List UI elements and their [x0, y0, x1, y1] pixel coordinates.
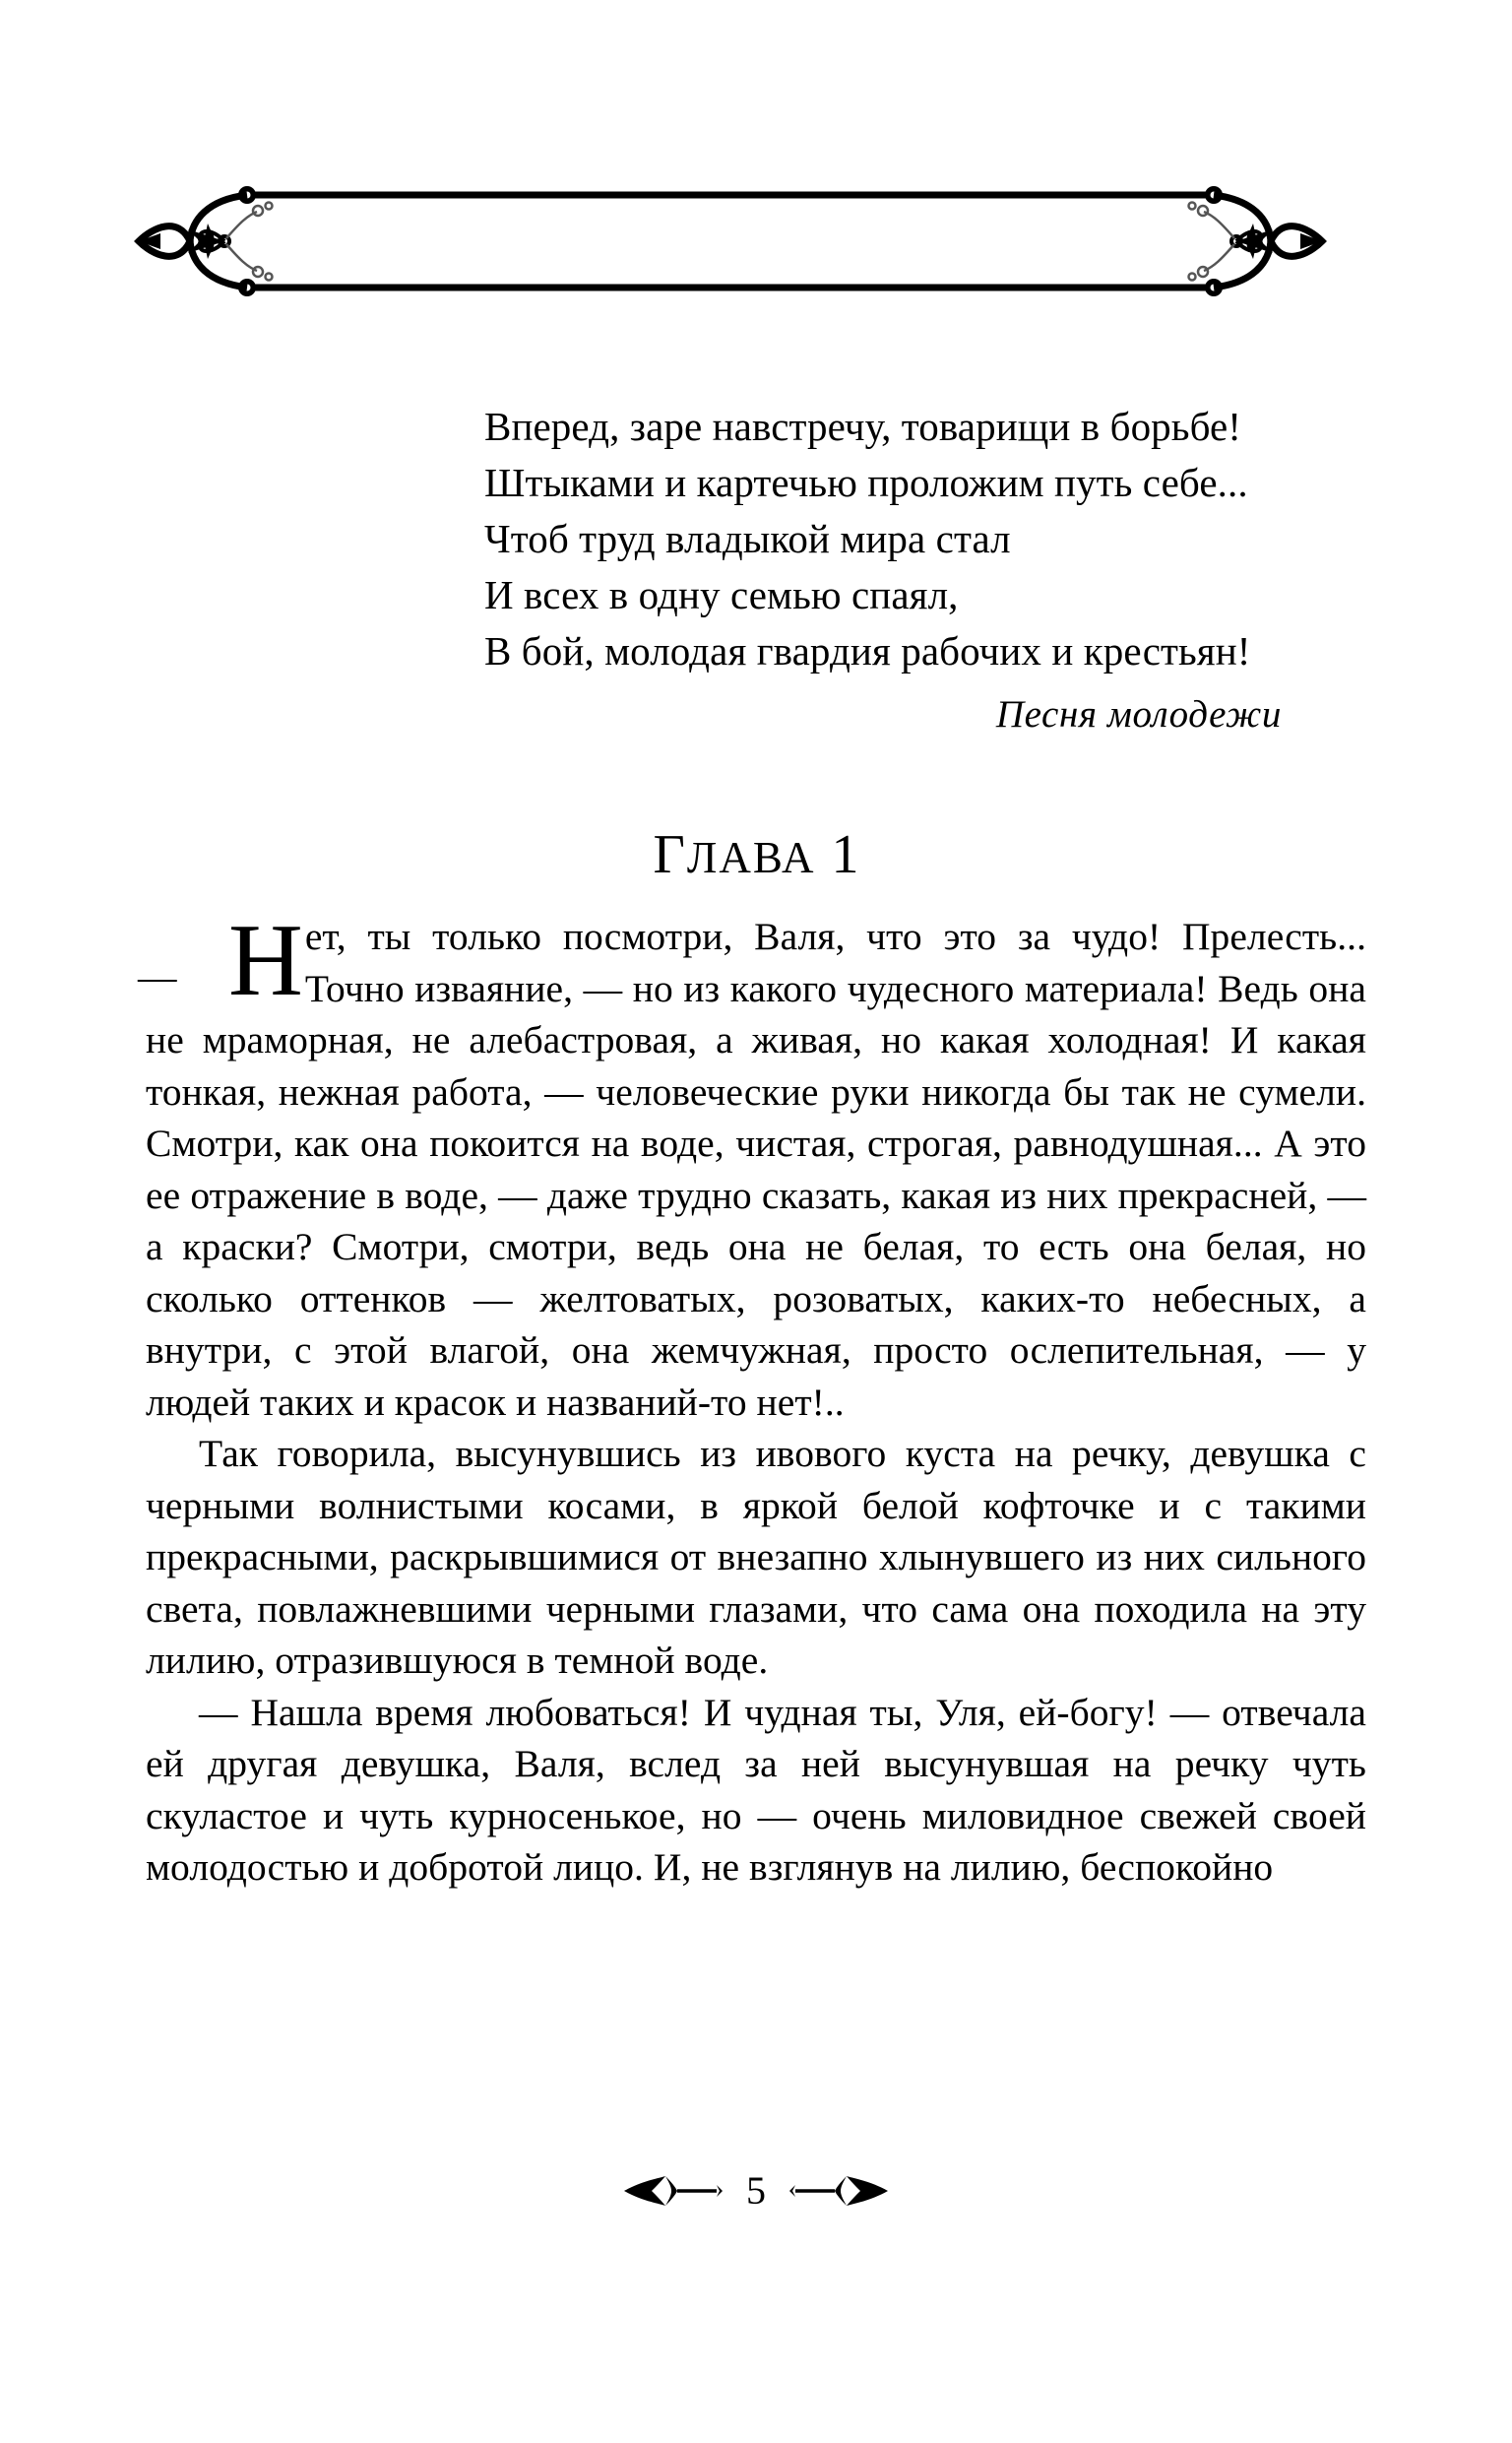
epigraph-source: Песня молодежи — [995, 693, 1282, 736]
dialogue-dash: — — [138, 955, 177, 998]
chapter-label — [653, 824, 816, 885]
page-footer — [0, 2168, 1512, 2213]
epigraph-line: Чтоб труд владыкой мира стал — [484, 516, 1011, 561]
epigraph-line: И всех в одну семью спаял, — [484, 572, 959, 617]
chapter-label-initial: Г — [653, 824, 687, 885]
header-ornament-frame — [131, 182, 1330, 300]
chapter-number: 1 — [831, 824, 859, 885]
fleuron-right-icon — [788, 2174, 890, 2208]
epigraph — [484, 399, 1331, 679]
epigraph-line: Вперед, заре навстречу, товарищи в борьбе! — [484, 404, 1242, 449]
page-number: 5 — [746, 2168, 766, 2213]
epigraph-line: В бой, молодая гвардия рабочих и крестьян! — [484, 628, 1251, 674]
drop-cap: Н — [228, 902, 303, 1017]
body-text — [138, 902, 1366, 1894]
paragraph: ет, ты только посмотри, Валя, что это за чудо! Прелесть... Точно изваяние, — но из какого чудесного материала! Ведь она не мраморная, не алебастровая, а живая, но какая холодная! И какая тонкая, нежная работа, — человеческие руки никогда бы так не сумели. Смотри, как она покоится на воде, чистая, строгая, равнодушная... А это ее отражение в воде, — даже трудно сказать, какая из них прекрасней, — а краски? Смотри, смотри, ведь она не белая, то есть она белая, но сколько оттенков — желтоватых, розоватых, каких-то небесных, а внутри, с этой влагой, она жемчужная, просто ослепительная, — у людей таких и красок и названий-то нет!.. — [146, 915, 1366, 1424]
epigraph-line: Штыками и картечью проложим путь себе... — [484, 460, 1248, 505]
paragraph: Так говорила, высунувшись из ивового куста на речку, девушка с черными волнистыми косами, в яркой белой кофточке и с такими прекрасными, раскрывшимися от внезапно хлынувшего из них сильного света, повлажневшими черными глазами, что сама она походила на эту лилию, отразившуюся в темной воде. — [146, 1432, 1366, 1682]
paragraph: — Нашла время любоваться! И чудная ты, Уля, ей-богу! — отвечала ей другая девушка, Валя, вслед за ней высунувшая на речку чуть скуластое и чуть курносенькое, но — очень миловидное свежей своей молодостью и добротой лицо. И, не взглянув на лилию, беспокойно — [146, 1690, 1366, 1889]
chapter-heading — [0, 823, 1512, 886]
chapter-label-rest: ЛАВА — [686, 833, 816, 882]
first-paragraph-block — [138, 902, 1366, 1428]
fleuron-left-icon — [622, 2174, 724, 2208]
